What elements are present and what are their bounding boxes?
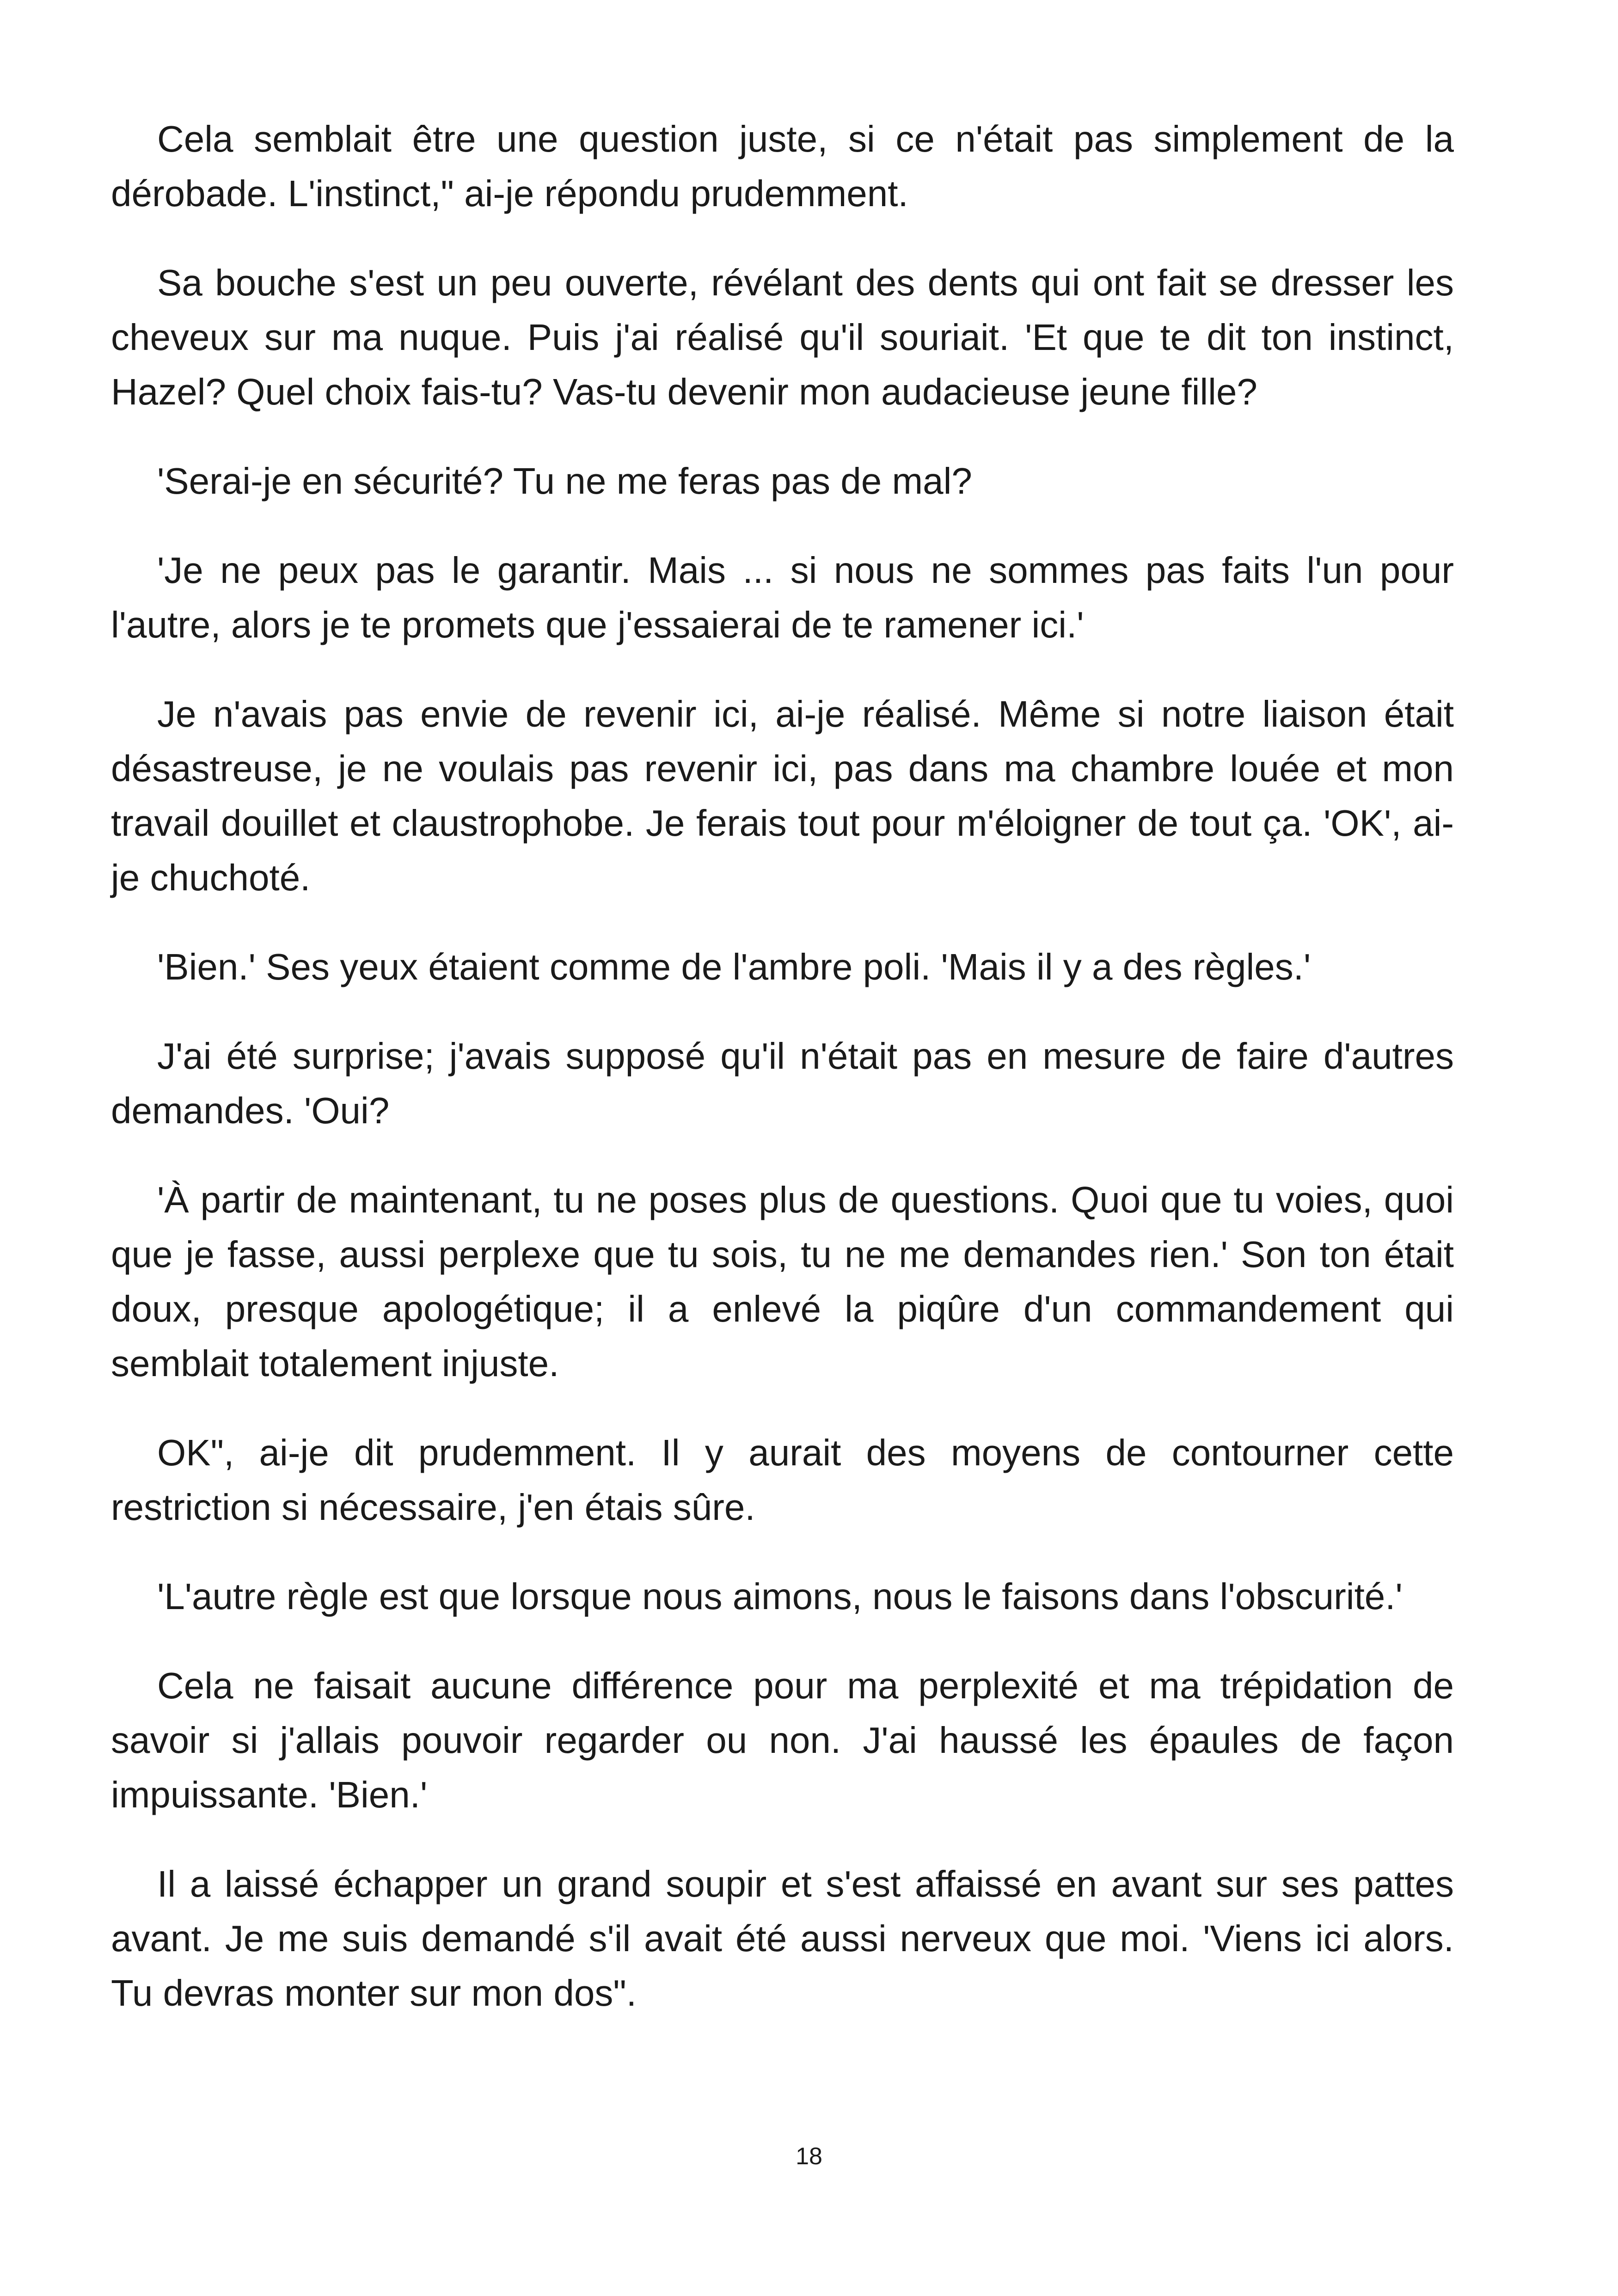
paragraph: 'Je ne peux pas le garantir. Mais ... si nous ne sommes pas faits l'un pour l'autre, alors je te promets que j'essaierai de te ramener ici.' [111,550,1454,645]
body-text [111,112,1454,2055]
paragraph: 'L'autre règle est que lorsque nous aimons, nous le faisons dans l'obscurité.' [157,1576,1403,1617]
paragraph: Sa bouche s'est un peu ouverte, révélant des dents qui ont fait se dresser les cheveux sur ma nuque. Puis j'ai réalisé qu'il souriait. 'Et que te dit ton instinct, Hazel? Quel choix fais-tu? Vas-tu devenir mon audacieuse jeune fille? [111,262,1454,412]
paragraph: Je n'avais pas envie de revenir ici, ai-je réalisé. Même si notre liaison était désastreuse, je ne voulais pas revenir ici, pas dans ma chambre louée et mon travail douillet et claustrophobe. Je ferais tout pour m'éloigner de tout ça. 'OK', ai-je chuchoté. [111,693,1454,898]
paragraph: 'Bien.' Ses yeux étaient comme de l'ambre poli. 'Mais il y a des règles.' [157,946,1311,987]
paragraph: Cela ne faisait aucune différence pour ma perplexité et ma trépidation de savoir si j'allais pouvoir regarder ou non. J'ai haussé les épaules de façon impuissante. 'Bien.' [111,1665,1454,1815]
paragraph: Cela semblait être une question juste, si ce n'était pas simplement de la dérobade. L'instinct," ai-je répondu prudemment. [111,118,1454,214]
paragraph: 'À partir de maintenant, tu ne poses plus de questions. Quoi que tu voies, quoi que je fasse, aussi perplexe que tu sois, tu ne me demandes rien.' Son ton était doux, presque apologétique; il a enlevé la piqûre d'un commandement qui semblait totalement injuste. [111,1179,1454,1384]
paragraph: J'ai été surprise; j'avais supposé qu'il n'était pas en mesure de faire d'autres demandes. 'Oui? [111,1035,1454,1131]
paragraph: Il a laissé échapper un grand soupir et s'est affaissé en avant sur ses pattes avant. Je me suis demandé s'il avait été aussi nerveux que moi. 'Viens ici alors. Tu devras monter sur mon dos". [111,1863,1454,2014]
paragraph: OK", ai-je dit prudemment. Il y aurait des moyens de contourner cette restriction si nécessaire, j'en étais sûre. [111,1432,1454,1528]
page-number: 18 [796,2143,822,2170]
paragraph: 'Serai-je en sécurité? Tu ne me feras pas de mal? [157,460,972,502]
